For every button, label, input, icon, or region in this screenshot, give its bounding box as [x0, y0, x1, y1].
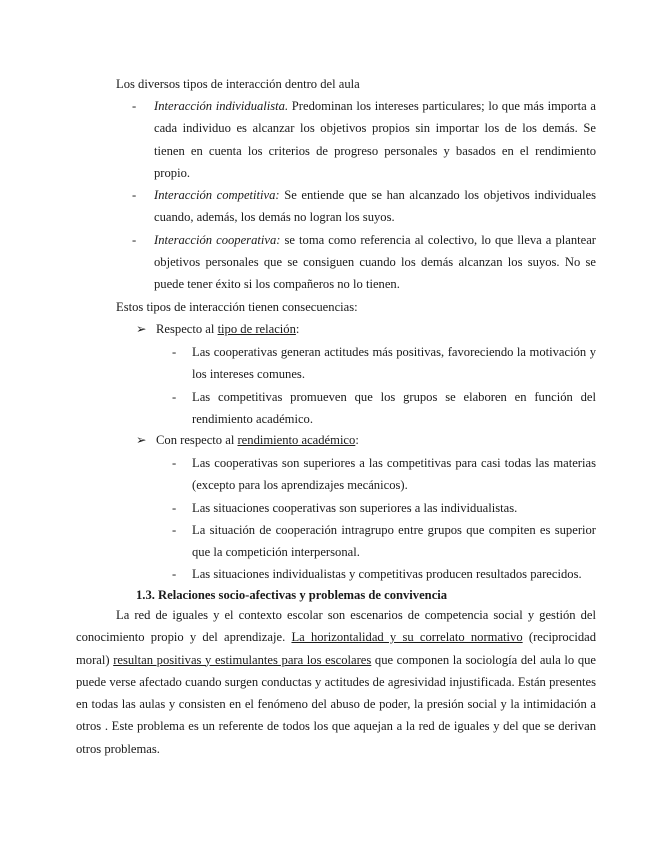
item-text: Las cooperativas generan actitudes más positivas, favoreciendo la motivación y los intereses comunes.	[192, 345, 596, 382]
list-item	[174, 563, 596, 585]
dash-marker: -	[172, 522, 177, 537]
term-competitiva: Interacción competitiva:	[154, 188, 280, 203]
dash-marker: -	[132, 232, 137, 247]
list-item	[132, 184, 596, 229]
list-item	[174, 341, 596, 386]
term-description: Predominan los intereses particulares; lo que más importa a cada individuo es alcanzar los objetivos propios sin importar los de los demás. Se tienen en cuenta los criterios de progreso personales y basados en el rendimiento propio.	[154, 99, 596, 180]
body-paragraph	[76, 604, 596, 760]
section-heading: 1.3. Relaciones socio-afectivas y problemas de convivencia	[136, 588, 448, 602]
intro-line: Los diversos tipos de interacción dentro del aula	[116, 77, 360, 91]
interaction-types-list	[132, 95, 596, 296]
paragraph-text: (reciprocidad moral)	[76, 630, 596, 667]
group-prefix: Respecto al	[156, 322, 218, 336]
term-individualista: Interacción individualista.	[154, 99, 289, 113]
group-prefix: Con respecto al	[156, 433, 238, 447]
relation-items	[174, 341, 596, 430]
item-text: Las situaciones cooperativas son superiores a las individualistas.	[192, 500, 518, 515]
paragraph-text: La red de iguales y el contexto escolar son escenarios de competencia social y gestión del conocimiento propio y del aprendizaje.	[76, 608, 596, 645]
list-item	[174, 452, 596, 497]
group-suffix: :	[355, 433, 359, 447]
underlined-term: rendimiento académico	[237, 433, 356, 447]
item-text: Las competitivas promueven que los grupos se elaboren en función del rendimiento académico.	[192, 389, 596, 426]
list-item	[132, 229, 596, 296]
list-item	[174, 519, 596, 564]
dash-marker: -	[132, 99, 137, 113]
dash-marker: -	[172, 389, 177, 404]
underlined-term: tipo de relación	[217, 322, 296, 336]
paragraph-text: que componen la sociología del aula lo que puede verse afectado cuando surgen conductas y actitudes de agresividad injustificada. Están presentes en todas las aulas y consisten en el fenómeno del abuso de poder, la presión social y la intimidación a otros . Este problema es un referente de todos los que aquejan a la red de iguales y del que se derivan otros problemas.	[76, 652, 597, 756]
term-description: se toma como referencia al colectivo, lo que lleva a plantear objetivos personales que se consiguen cuando los demás alcanzan los suyos. No se puede tener éxito si los compañeros no lo tienen.	[154, 232, 596, 292]
group-relation-header	[136, 318, 299, 340]
dash-marker: -	[132, 188, 137, 203]
dash-marker: -	[172, 345, 177, 359]
group-suffix: :	[295, 322, 300, 336]
dash-marker: -	[172, 567, 177, 582]
list-item	[132, 95, 596, 184]
term-description: Se entiende que se han alcanzado los objetivos individuales cuando, además, los demás no logran los suyos.	[154, 188, 596, 225]
group-rendimiento-header	[136, 429, 359, 451]
item-text: La situación de cooperación intragrupo entre grupos que compiten es superior que la competición interpersonal.	[192, 522, 596, 560]
dash-marker: -	[172, 500, 177, 515]
item-text: Las cooperativas son superiores a las competitivas para casi todas las materias (excepto para los aprendizajes mecánicos).	[192, 456, 596, 493]
underlined-phrase: resultan positivas y estimulantes para los escolares	[113, 652, 372, 667]
rendimiento-items	[174, 452, 596, 586]
underlined-phrase: La horizontalidad y su correlato normativo	[291, 630, 523, 645]
term-cooperativa: Interacción cooperativa:	[154, 232, 281, 247]
consequences-line: Estos tipos de interacción tienen consecuencias:	[116, 300, 358, 314]
arrow-bullet-icon: ➢	[136, 433, 147, 447]
list-item	[174, 497, 596, 519]
item-text: Las situaciones individualistas y competitivas producen resultados parecidos.	[192, 567, 582, 582]
arrow-bullet-icon: ➢	[136, 322, 147, 336]
dash-marker: -	[172, 456, 177, 470]
list-item	[174, 386, 596, 431]
